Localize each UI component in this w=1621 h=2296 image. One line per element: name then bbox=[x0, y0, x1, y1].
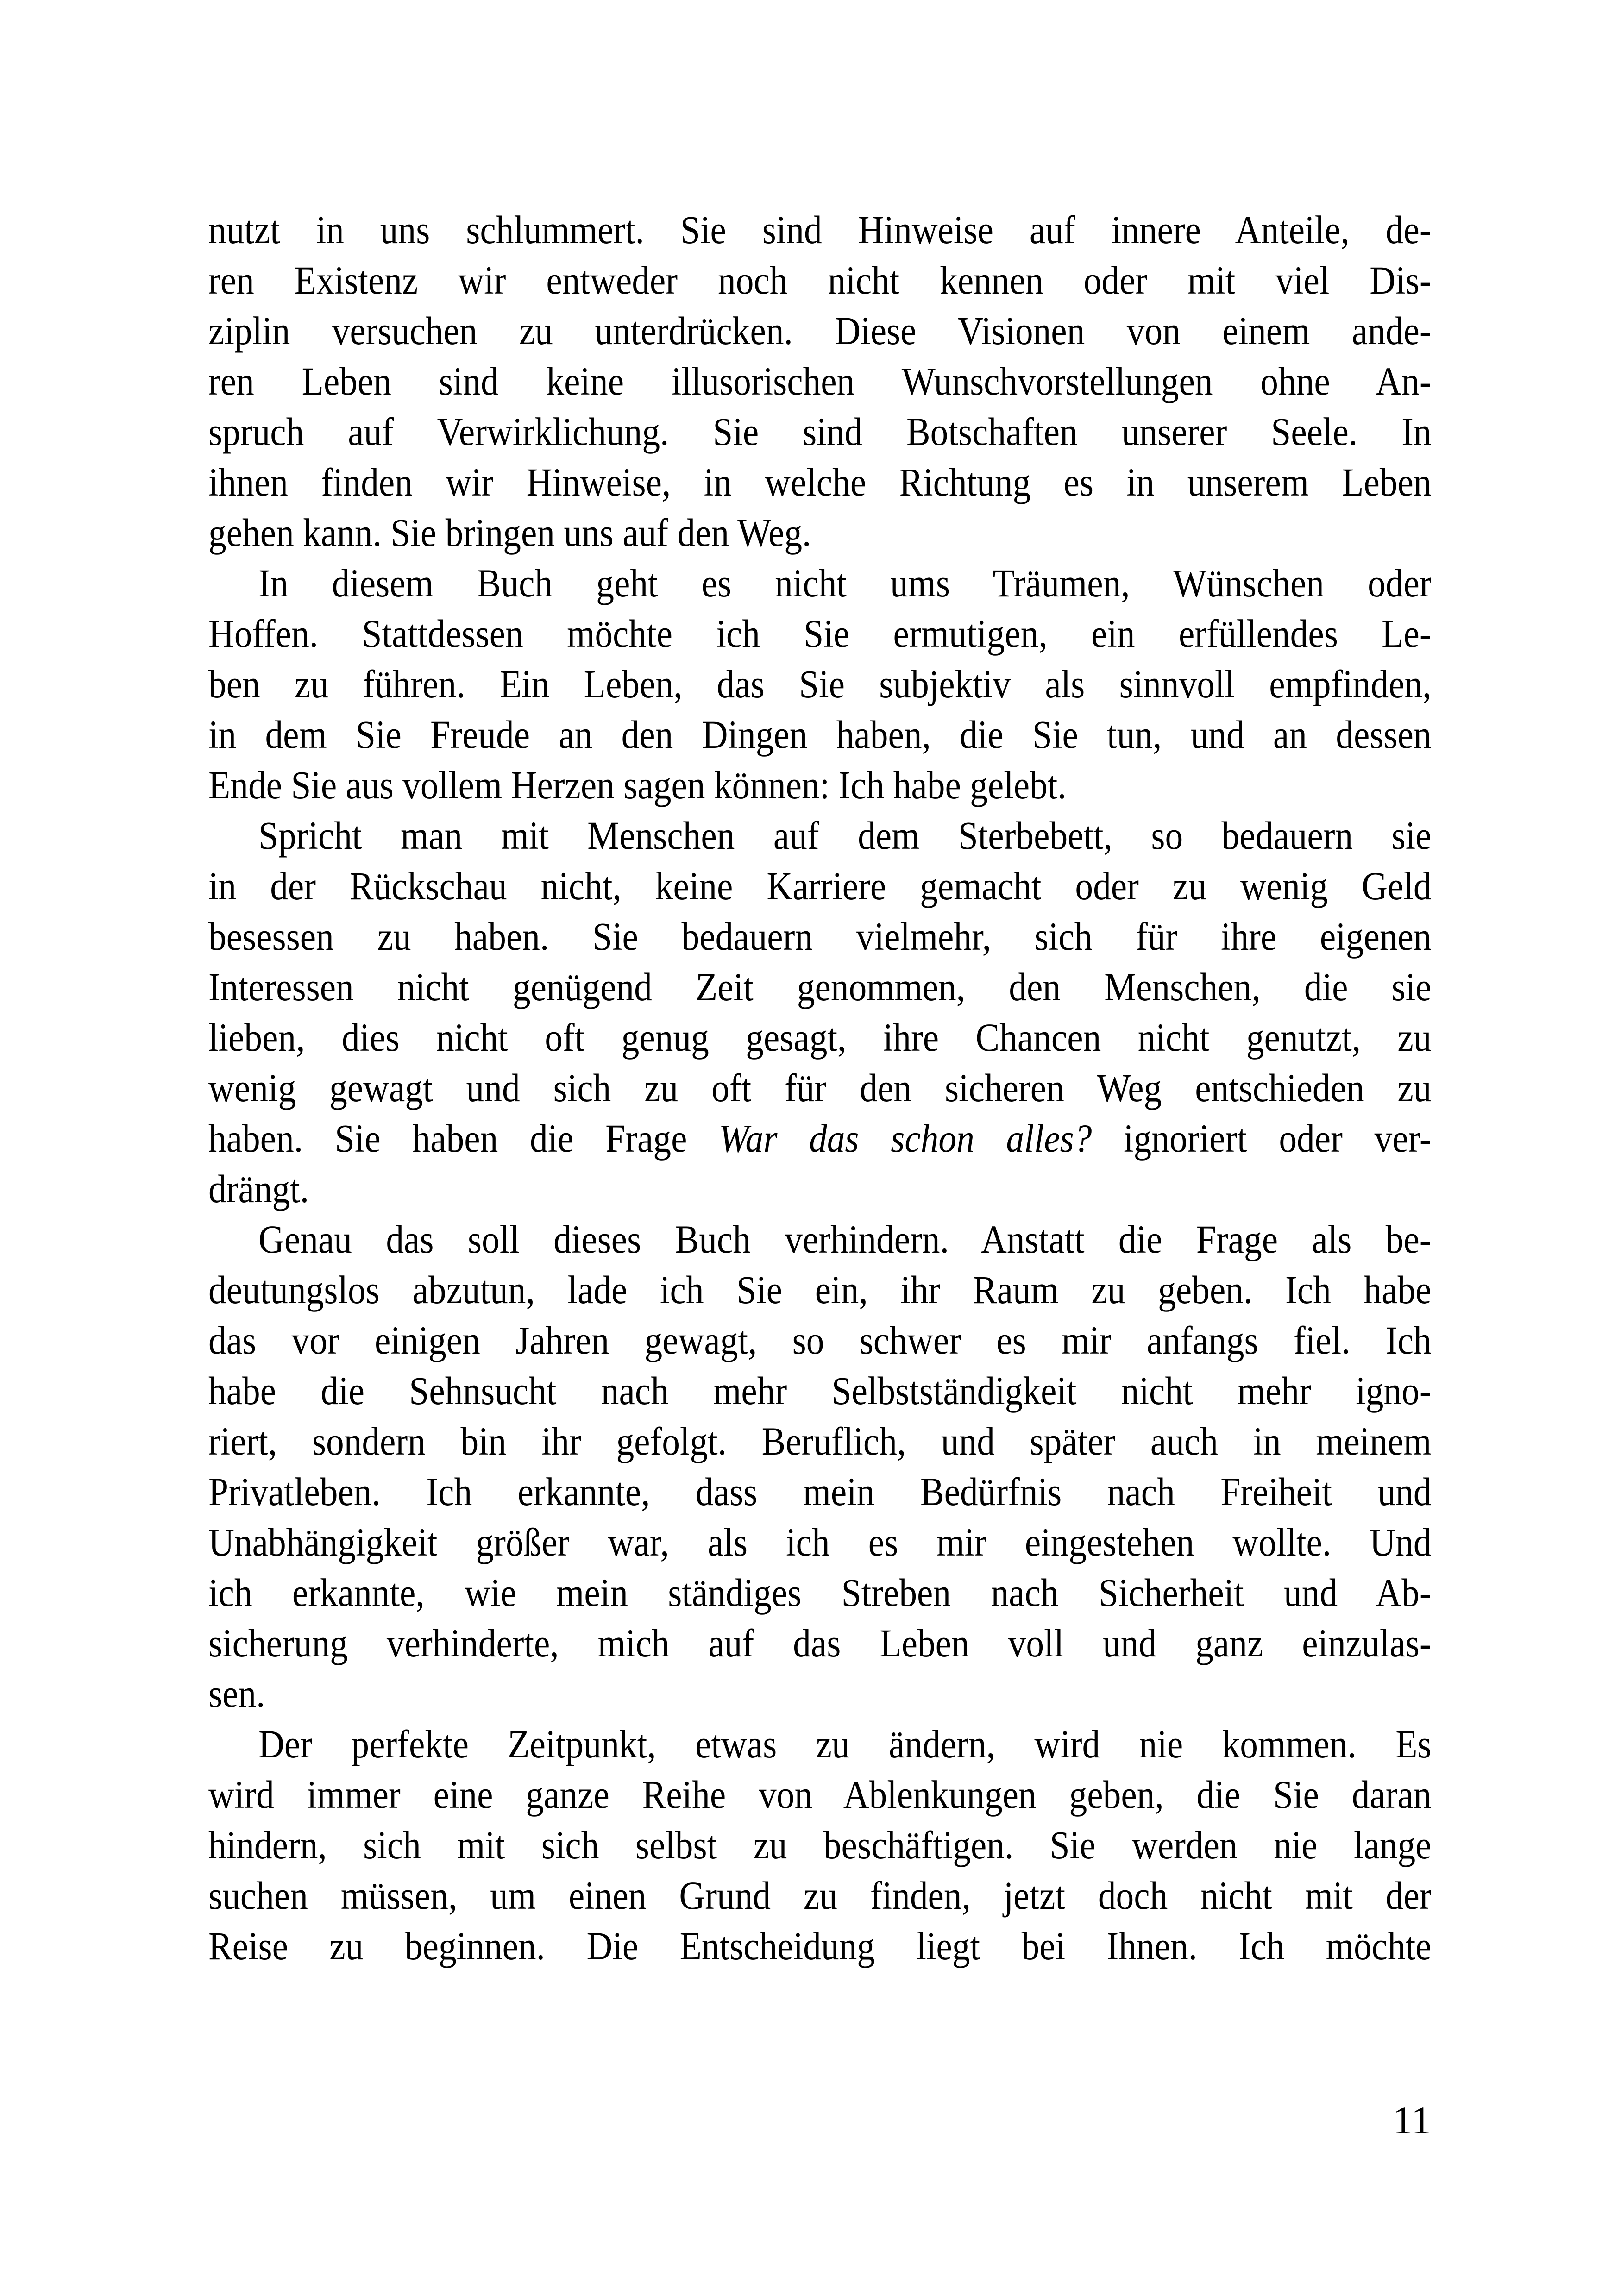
text-segment: nutzt in uns schlummert. Sie sind Hinweise auf innere Anteile, de- bbox=[208, 207, 1432, 252]
text-line bbox=[208, 1921, 1432, 1971]
text-segment: habe die Sehnsucht nach mehr Selbstständigkeit nicht mehr igno- bbox=[208, 1368, 1432, 1413]
text-line bbox=[208, 1063, 1432, 1113]
text-segment: Genau das soll dieses Buch verhindern. Anstatt die Frage als be- bbox=[258, 1217, 1432, 1261]
text-segment: in dem Sie Freude an den Dingen haben, die Sie tun, und an dessen bbox=[208, 712, 1432, 757]
text-line bbox=[208, 508, 1432, 558]
text-line bbox=[208, 407, 1432, 457]
text-line bbox=[208, 1719, 1432, 1769]
text-segment: ich erkannte, wie mein ständiges Streben nach Sicherheit und Ab- bbox=[208, 1570, 1432, 1615]
text-segment: Hoffen. Stattdessen möchte ich Sie ermutigen, ein erfüllendes Le- bbox=[208, 611, 1432, 656]
text-line bbox=[208, 1265, 1432, 1315]
text-line bbox=[208, 1820, 1432, 1870]
text-line bbox=[208, 1416, 1432, 1467]
text-line bbox=[208, 1769, 1432, 1820]
text-line bbox=[208, 558, 1432, 609]
text-segment: riert, sondern bin ihr gefolgt. Beruflich, und später auch in meinem bbox=[208, 1419, 1432, 1463]
text-line bbox=[208, 1164, 1432, 1214]
text-line bbox=[208, 1870, 1432, 1921]
text-line bbox=[208, 609, 1432, 659]
text-line bbox=[208, 205, 1432, 255]
text-line bbox=[208, 457, 1432, 508]
text-line bbox=[208, 659, 1432, 709]
text-segment: das vor einigen Jahren gewagt, so schwer es mir anfangs fiel. Ich bbox=[208, 1318, 1432, 1362]
text-line bbox=[208, 1315, 1432, 1366]
text-segment: ren Existenz wir entweder noch nicht kennen oder mit viel Dis- bbox=[208, 258, 1432, 302]
text-segment: spruch auf Verwirklichung. Sie sind Botschaften unserer Seele. In bbox=[208, 409, 1432, 454]
text-segment: drängt. bbox=[208, 1167, 309, 1211]
text-segment: Interessen nicht genügend Zeit genommen, den Menschen, die sie bbox=[208, 965, 1432, 1009]
text-segment: Privatleben. Ich erkannte, dass mein Bedürfnis nach Freiheit und bbox=[208, 1469, 1432, 1514]
text-line bbox=[208, 1568, 1432, 1618]
text-segment: gehen kann. Sie bringen uns auf den Weg. bbox=[208, 510, 811, 555]
text-line bbox=[208, 709, 1432, 760]
text-line bbox=[208, 1517, 1432, 1568]
text-line bbox=[208, 861, 1432, 911]
text-segment: wenig gewagt und sich zu oft für den sicheren Weg entschieden zu bbox=[208, 1066, 1432, 1110]
text-segment: deutungslos abzutun, lade ich Sie ein, ihr Raum zu geben. Ich habe bbox=[208, 1267, 1432, 1312]
text-segment: sen. bbox=[208, 1671, 265, 1716]
text-line bbox=[208, 1113, 1432, 1164]
text-segment: Spricht man mit Menschen auf dem Sterbebett, so bedauern sie bbox=[258, 813, 1432, 858]
text-line bbox=[208, 1467, 1432, 1517]
text-segment: Unabhängigkeit größer war, als ich es mir eingestehen wollte. Und bbox=[208, 1520, 1432, 1564]
text-segment: Der perfekte Zeitpunkt, etwas zu ändern, wird nie kommen. Es bbox=[258, 1722, 1432, 1766]
text-segment: ignoriert oder ver- bbox=[1092, 1116, 1432, 1161]
text-line bbox=[208, 356, 1432, 407]
text-segment: wird immer eine ganze Reihe von Ablenkungen geben, die Sie daran bbox=[208, 1772, 1432, 1817]
page-number: 11 bbox=[1393, 2098, 1431, 2142]
text-segment: Ende Sie aus vollem Herzen sagen können: Ich habe gelebt. bbox=[208, 763, 1067, 807]
italic-phrase: War das schon alles? bbox=[719, 1116, 1092, 1161]
text-segment: haben. Sie haben die Frage bbox=[208, 1116, 719, 1161]
text-line bbox=[208, 1669, 1432, 1719]
text-line bbox=[208, 1366, 1432, 1416]
text-line bbox=[208, 962, 1432, 1012]
text-segment: suchen müssen, um einen Grund zu finden, jetzt doch nicht mit der bbox=[208, 1873, 1432, 1918]
text-line bbox=[208, 1618, 1432, 1669]
text-segment: lieben, dies nicht oft genug gesagt, ihre Chancen nicht genutzt, zu bbox=[208, 1015, 1432, 1060]
text-segment: ihnen finden wir Hinweise, in welche Richtung es in unserem Leben bbox=[208, 460, 1432, 504]
text-segment: besessen zu haben. Sie bedauern vielmehr, sich für ihre eigenen bbox=[208, 914, 1432, 959]
page-body-text bbox=[208, 205, 1432, 1971]
text-line bbox=[208, 810, 1432, 861]
text-line bbox=[208, 1012, 1432, 1063]
text-segment: hindern, sich mit sich selbst zu beschäftigen. Sie werden nie lange bbox=[208, 1823, 1432, 1867]
text-segment: in der Rückschau nicht, keine Karriere gemacht oder zu wenig Geld bbox=[208, 864, 1432, 908]
text-line bbox=[208, 1214, 1432, 1265]
text-segment: ren Leben sind keine illusorischen Wunschvorstellungen ohne An- bbox=[208, 359, 1432, 403]
text-segment: sicherung verhinderte, mich auf das Leben voll und ganz einzulas- bbox=[208, 1621, 1432, 1665]
text-line bbox=[208, 255, 1432, 306]
text-segment: Reise zu beginnen. Die Entscheidung liegt bei Ihnen. Ich möchte bbox=[208, 1924, 1432, 1968]
text-line bbox=[208, 306, 1432, 356]
text-line bbox=[208, 760, 1432, 810]
text-line bbox=[208, 911, 1432, 962]
text-segment: In diesem Buch geht es nicht ums Träumen, Wünschen oder bbox=[258, 561, 1432, 605]
text-segment: ben zu führen. Ein Leben, das Sie subjektiv als sinnvoll empfinden, bbox=[208, 662, 1432, 706]
text-segment: ziplin versuchen zu unterdrücken. Diese Visionen von einem ande- bbox=[208, 308, 1432, 353]
